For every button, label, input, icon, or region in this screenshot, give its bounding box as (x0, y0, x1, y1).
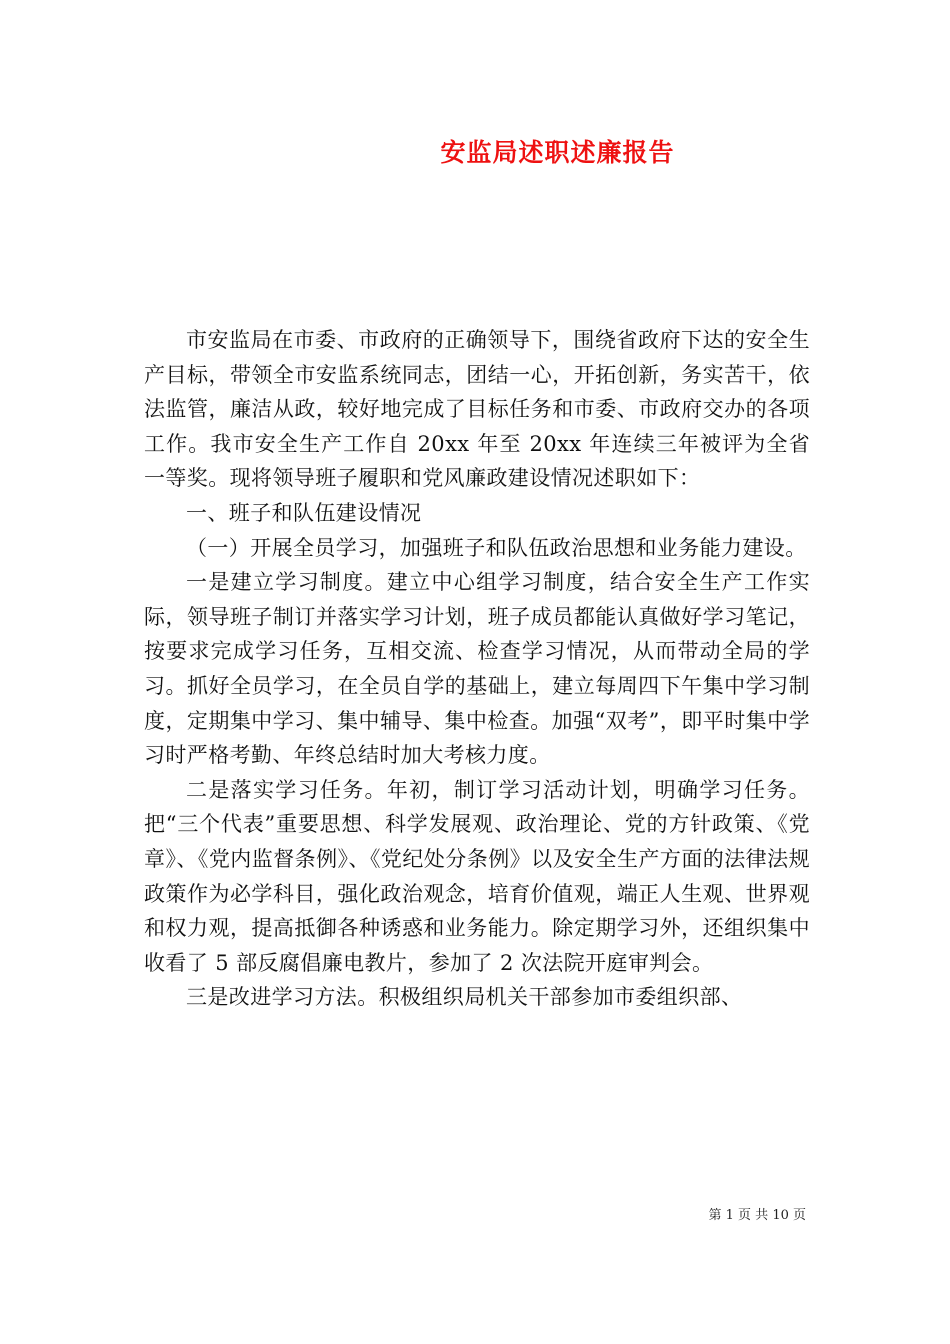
section-heading: 一、班子和队伍建设情况 (186, 500, 422, 525)
document-title: 安监局述职述廉报告 (440, 138, 675, 167)
subsection-heading: （一）开展全员学习，加强班子和队伍政治思想和业务能力建设。 (186, 535, 807, 560)
page-number-footer: 第 1 页 共 10 页 (708, 1208, 806, 1223)
paragraph-intro: 市安监局在市委、市政府的正确领导下，围绕省政府下达的安全生产目标，带领全市安监系统同志，团结一心，开拓创新，务实苦干，依法监管，廉洁从政，较好地完成了目标任务和市委、市政府交办的各项工作。我市安全生产工作自 20xx 年至 20xx 年连续三年被评为全省一等奖。现将领导班子履职和党风廉政建设情况述职如下： (144, 328, 810, 491)
paragraph-study-methods: 三是改进学习方法。积极组织局机关干部参加市委组织部、 (186, 985, 743, 1010)
document-body (144, 323, 810, 1015)
paragraph-study-tasks: 二是落实学习任务。年初，制订学习活动计划，明确学习任务。把“三个代表”重要思想、科学发展观、政治理论、党的方针政策、《党章》、《党内监督条例》、《党纪处分条例》以及安全生产方面的法律法规政策作为必学科目，强化政治观念，培育价值观，端正人生观、世界观和权力观，提高抵御各种诱惑和业务能力。除定期学习外，还组织集中收看了 5 部反腐倡廉电教片，参加了 2 次法院开庭审判会。 (144, 777, 810, 975)
paragraph-study-system: 一是建立学习制度。建立中心组学习制度，结合安全生产工作实际，领导班子制订并落实学习计划，班子成员都能认真做好学习笔记，按要求完成学习任务，互相交流、检查学习情况，从而带动全局的学习。抓好全员学习，在全员自学的基础上，建立每周四下午集中学习制度，定期集中学习、集中辅导、集中检查。加强“双考”，即平时集中学习时严格考勤、年终总结时加大考核力度。 (144, 570, 810, 768)
